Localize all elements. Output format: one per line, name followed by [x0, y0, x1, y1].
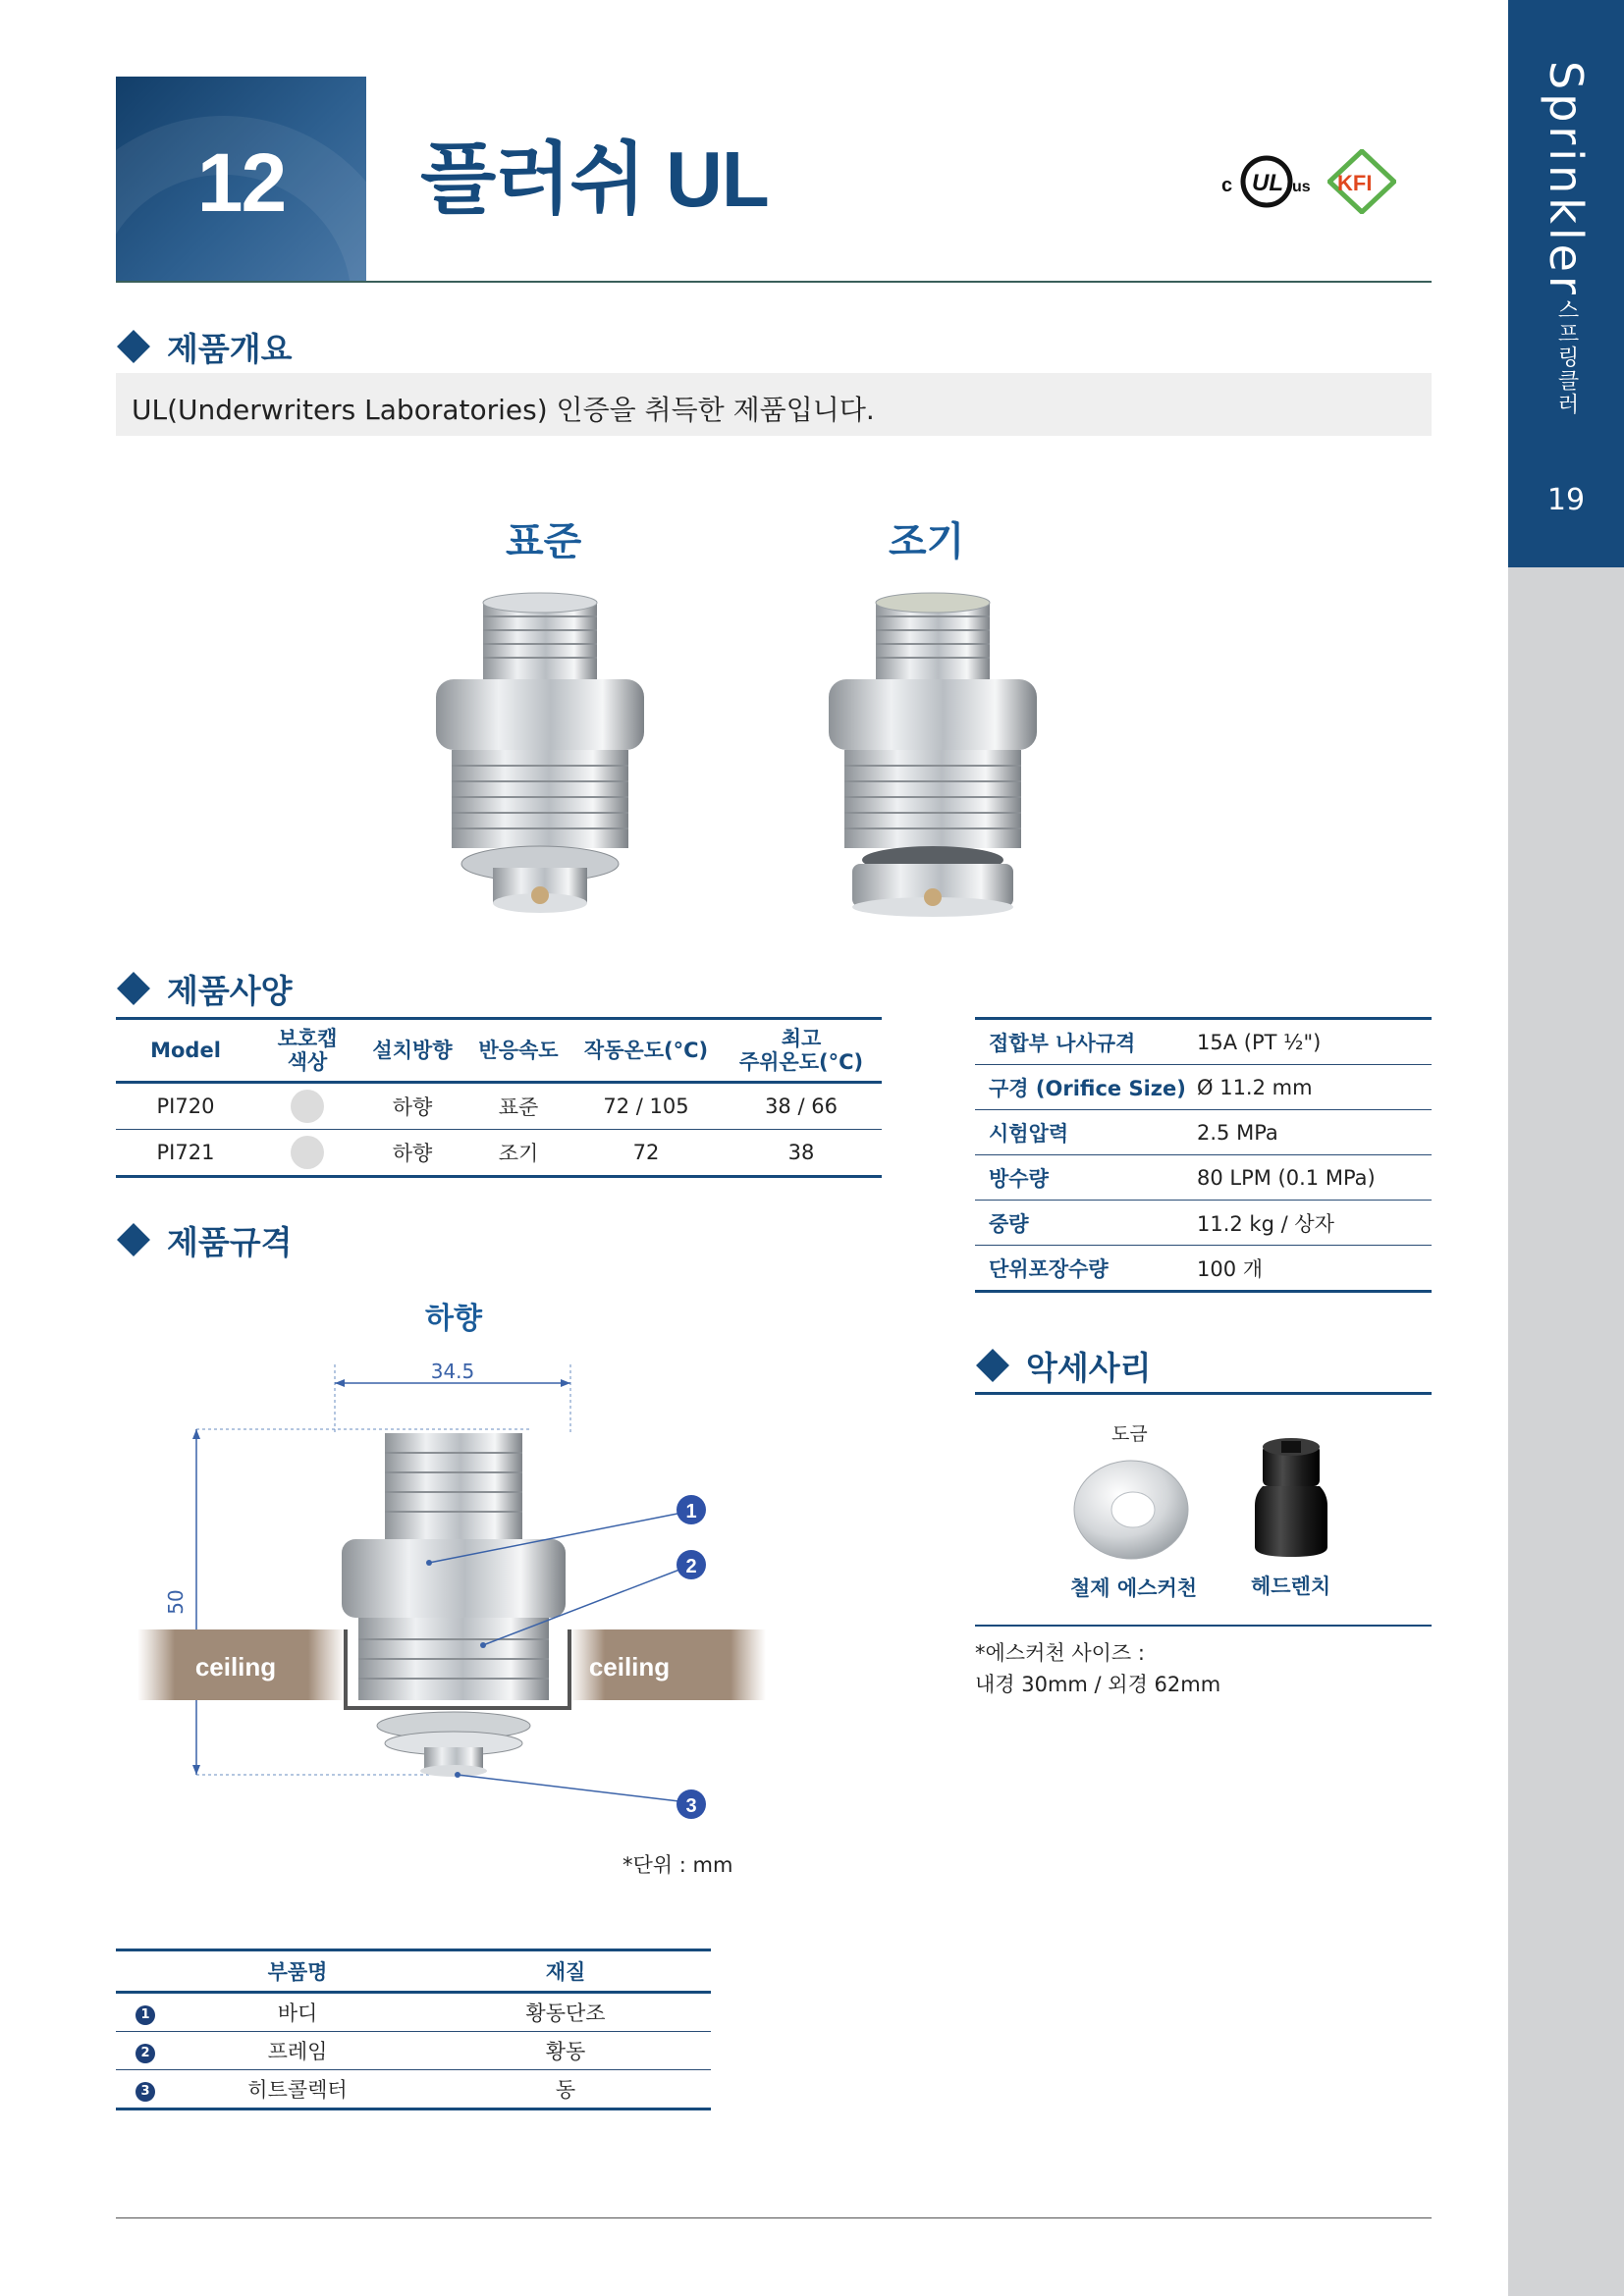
parts-col-no	[116, 1950, 175, 1993]
table-row	[975, 1065, 1432, 1110]
early-sprinkler-image	[815, 589, 1051, 923]
standard-sprinkler-image	[422, 589, 658, 923]
part-name-cell: 바디	[175, 1993, 420, 2032]
spec-key: 시험압력	[975, 1110, 1197, 1155]
spec-key: 중량	[975, 1201, 1197, 1246]
spec-value: 80 LPM (0.1 MPa)	[1197, 1155, 1432, 1201]
section-heading-spec	[116, 966, 293, 1012]
side-subtitle-text: 스프링클러	[1554, 297, 1579, 416]
plating-label: 도금	[1111, 1423, 1148, 1445]
table-row	[975, 1019, 1432, 1065]
width-dimension-label: 34.5	[430, 1360, 475, 1383]
wrench-label: 헤드렌치	[1251, 1575, 1331, 1598]
spec-key: 구경 (Orifice Size)	[975, 1065, 1197, 1110]
part-material-cell: 황동단조	[420, 1993, 711, 2032]
spec-value: 15A (PT ½")	[1197, 1019, 1432, 1065]
spec-table	[116, 1017, 882, 1178]
orientation-label: 하향	[425, 1303, 482, 1335]
diamond-bullet-icon	[117, 972, 150, 1005]
accessories-top-line	[975, 1392, 1432, 1395]
callout-line	[458, 1775, 687, 1802]
part-number-cell	[116, 1993, 175, 2032]
height-dimension-label: 50	[164, 1589, 188, 1615]
cap-color-swatch	[291, 1136, 324, 1169]
callout-2-text: 2	[685, 1556, 697, 1577]
kfi-logo	[1327, 149, 1396, 214]
table-row	[116, 1993, 711, 2032]
table-row	[975, 1201, 1432, 1246]
culus-ul-text: UL	[1252, 170, 1283, 196]
accessories-heading-text: 악세사리	[1026, 1350, 1152, 1386]
dimension-diagram	[137, 1355, 776, 1836]
culus-logo	[1218, 147, 1316, 216]
part-name-cell: 히트콜렉터	[175, 2070, 420, 2109]
section-heading-dimensions	[116, 1217, 293, 1263]
standard-label: 표준	[506, 520, 582, 563]
spec-col-cap-color: 보호캡 색상	[255, 1019, 359, 1083]
side-section-tab	[1508, 0, 1624, 567]
spec-col-temp: 작동온도(°C)	[571, 1019, 721, 1083]
direction-cell: 하향	[359, 1130, 465, 1177]
body-section	[342, 1539, 566, 1618]
ambient-cell: 38 / 66	[721, 1083, 882, 1130]
overview-box	[116, 373, 1432, 436]
part-number-badge: 1	[135, 2005, 155, 2025]
spec-heading-text: 제품사양	[167, 973, 293, 1009]
head-wrench-image	[1249, 1435, 1333, 1563]
section-heading-accessories	[975, 1343, 1152, 1389]
escutcheon-image	[1070, 1453, 1198, 1561]
part-number-cell	[116, 2032, 175, 2070]
chapter-number-box	[116, 77, 366, 283]
part-material-cell: 황동	[420, 2032, 711, 2070]
table-row	[116, 1083, 882, 1130]
ceiling-label-right: ceiling	[588, 1652, 671, 1682]
diamond-bullet-icon	[117, 330, 150, 363]
part-number-cell	[116, 2070, 175, 2109]
model-cell: PI721	[116, 1130, 255, 1177]
arrow-icon	[335, 1379, 345, 1387]
parts-table	[116, 1949, 711, 2110]
ambient-cell: 38	[721, 1130, 882, 1177]
speed-cell: 조기	[465, 1130, 571, 1177]
page-number: 19	[1546, 483, 1586, 517]
spec-detail-table	[975, 1017, 1432, 1293]
speed-cell: 표준	[465, 1083, 571, 1130]
table-row	[975, 1110, 1432, 1155]
spec-col-direction: 설치방향	[359, 1019, 465, 1083]
temp-cell: 72	[571, 1130, 721, 1177]
part-number-badge: 2	[135, 2044, 155, 2063]
kfi-text: KFI	[1337, 171, 1373, 195]
part-number-badge: 3	[135, 2082, 155, 2102]
culus-us-text: us	[1292, 179, 1311, 195]
ceiling-label-left: ceiling	[194, 1652, 277, 1682]
overview-heading-text: 제품개요	[167, 331, 293, 367]
culus-c-text: c	[1221, 175, 1233, 196]
page-title: 플러쉬 UL	[420, 135, 769, 223]
diamond-bullet-icon	[117, 1223, 150, 1256]
thread-section	[385, 1433, 522, 1541]
table-row	[975, 1155, 1432, 1201]
spec-col-model: Model	[116, 1019, 255, 1083]
accessories-bottom-line	[975, 1625, 1432, 1627]
parts-col-material: 재질	[420, 1950, 711, 1993]
callout-3-text: 3	[685, 1795, 697, 1817]
side-title-text: Sprinkler	[1540, 61, 1593, 298]
cap-color-swatch	[291, 1090, 324, 1123]
escutcheon-size-note	[975, 1637, 1220, 1700]
spec-key: 단위포장수량	[975, 1246, 1197, 1292]
parts-col-name: 부품명	[175, 1950, 420, 1993]
diamond-bullet-icon	[976, 1349, 1009, 1382]
cap-color-cell	[255, 1130, 359, 1177]
escutcheon-label: 철제 에스커천	[1070, 1576, 1198, 1600]
side-section-title	[1532, 61, 1600, 416]
part-material-cell: 동	[420, 2070, 711, 2109]
spec-value: 11.2 kg / 상자	[1197, 1201, 1432, 1246]
section-heading-overview	[116, 324, 293, 370]
arrow-icon	[561, 1379, 570, 1387]
direction-cell: 하향	[359, 1083, 465, 1130]
spec-col-ambient: 최고 주위온도(°C)	[721, 1019, 882, 1083]
dimensions-heading-text: 제품규격	[167, 1224, 293, 1260]
table-row	[116, 1130, 882, 1177]
table-row	[116, 2032, 711, 2070]
model-cell: PI720	[116, 1083, 255, 1130]
table-row	[116, 2070, 711, 2109]
overview-text: UL(Underwriters Laboratories) 인증을 취득한 제품입니다.	[132, 394, 875, 426]
note-line-2: 내경 30mm / 외경 62mm	[975, 1673, 1221, 1696]
chapter-number: 12	[196, 136, 286, 229]
temp-cell: 72 / 105	[571, 1083, 721, 1130]
spec-key: 방수량	[975, 1155, 1197, 1201]
spec-col-speed: 반응속도	[465, 1019, 571, 1083]
part-name-cell: 프레임	[175, 2032, 420, 2070]
spec-key: 접합부 나사규격	[975, 1019, 1197, 1065]
arrow-icon	[192, 1765, 200, 1775]
unit-note: *단위 : mm	[623, 1853, 733, 1877]
spec-value: Ø 11.2 mm	[1197, 1065, 1432, 1110]
early-label: 조기	[889, 520, 965, 563]
header-divider	[116, 281, 1432, 283]
table-row	[975, 1246, 1432, 1292]
arrow-icon	[192, 1429, 200, 1439]
footer-divider	[116, 2217, 1432, 2218]
spec-value: 100 개	[1197, 1246, 1432, 1292]
spec-value: 2.5 MPa	[1197, 1110, 1432, 1155]
note-line-1: *에스커천 사이즈 :	[975, 1641, 1145, 1665]
cap-color-cell	[255, 1083, 359, 1130]
callout-1-text: 1	[685, 1501, 697, 1522]
